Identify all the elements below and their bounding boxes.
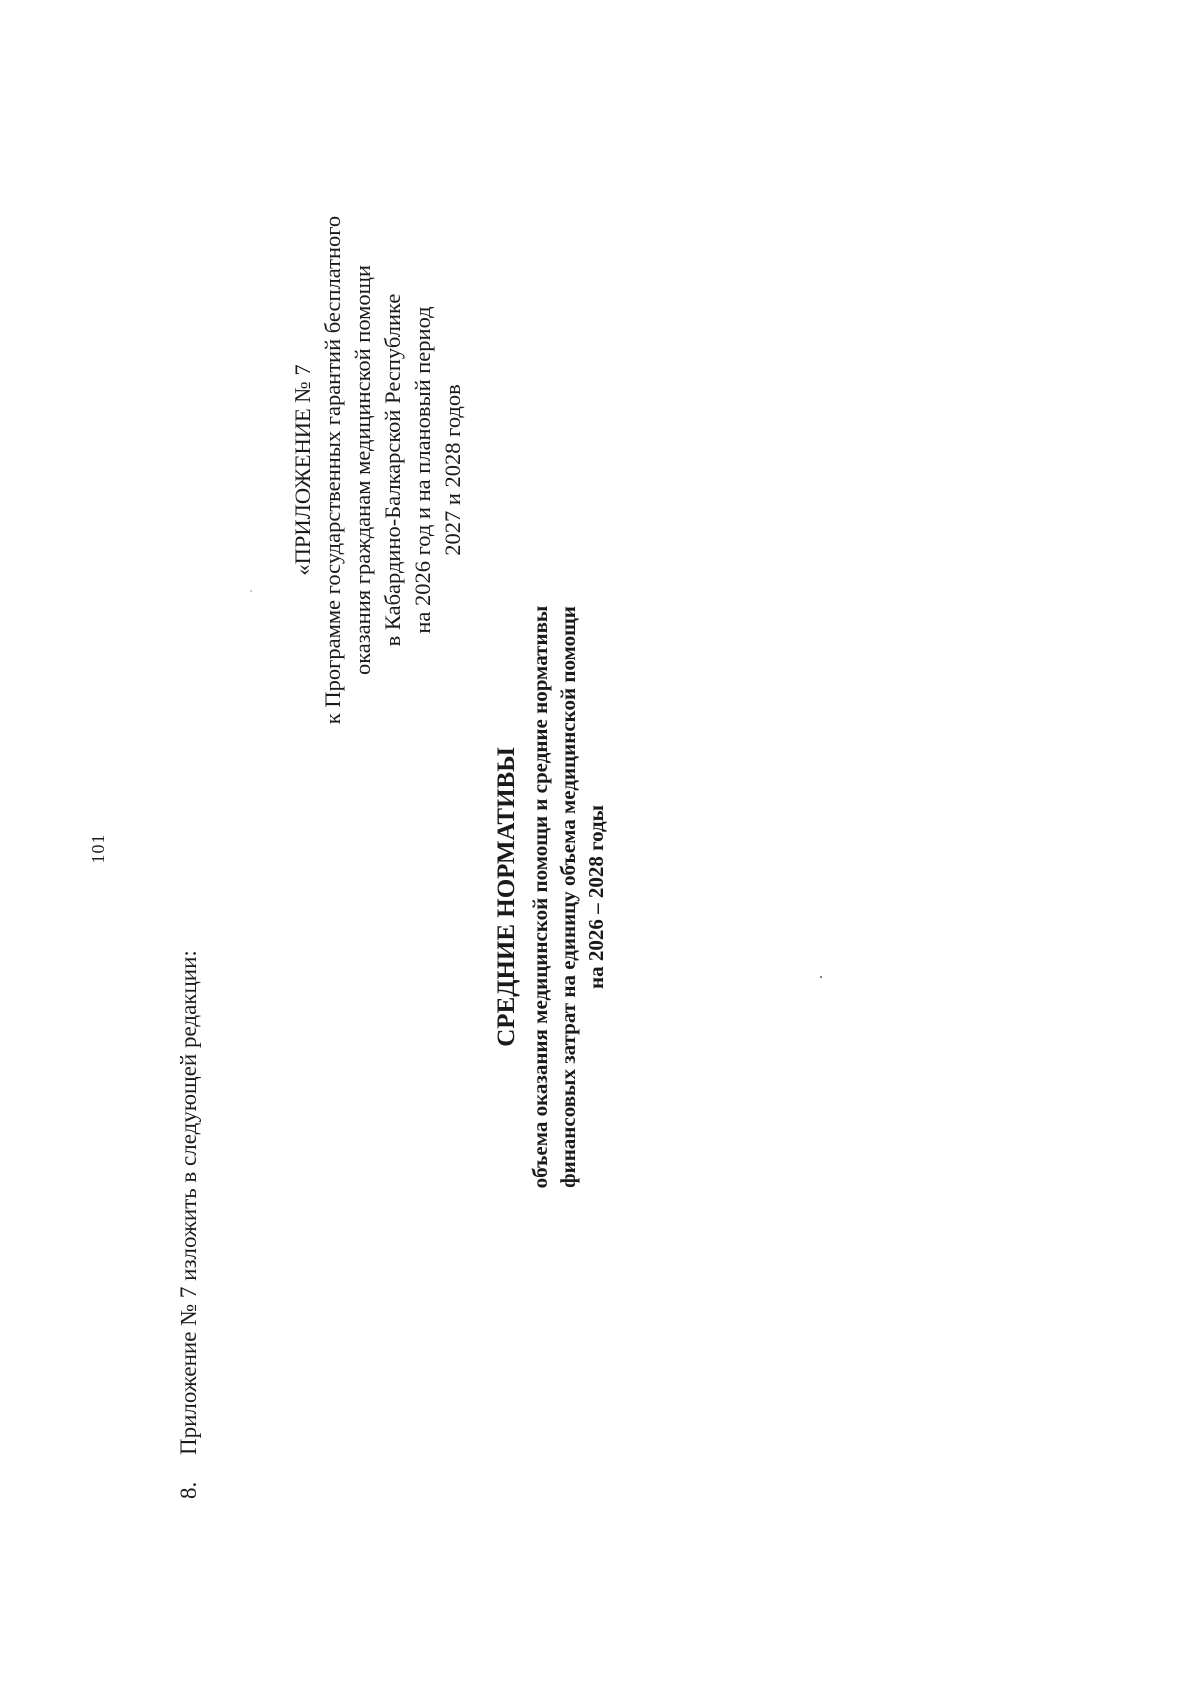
appendix-line: в Кабардино-Балкарской Республике [380,293,405,647]
scan-speck [250,590,252,592]
appendix-header [288,190,468,750]
document-title [490,397,610,1397]
subtitle-line: объема оказания медицинской помощи и средние нормативы [528,605,552,1189]
page-number: 101 [88,833,108,864]
appendix-line: на 2026 год и на плановый период [410,306,435,634]
subtitle-line: финансовых затрат на единицу объема медицинской помощи [556,606,580,1188]
item-number: 8. [176,1481,201,1499]
amendment-item [176,950,202,1499]
appendix-line: 2027 и 2028 годов [440,384,465,556]
appendix-line: «ПРИЛОЖЕНИЕ № 7 [290,364,315,576]
appendix-line: оказания гражданам медицинской помощи [350,264,375,676]
subtitle-line: на 2026 – 2028 годы [584,804,608,990]
main-title: СРЕДНИЕ НОРМАТИВЫ [493,747,520,1047]
appendix-line: к Программе государственных гарантий бесплатного [320,215,345,725]
item-text: Приложение № 7 изложить в следующей редакции: [176,950,201,1455]
scan-speck [820,976,822,978]
